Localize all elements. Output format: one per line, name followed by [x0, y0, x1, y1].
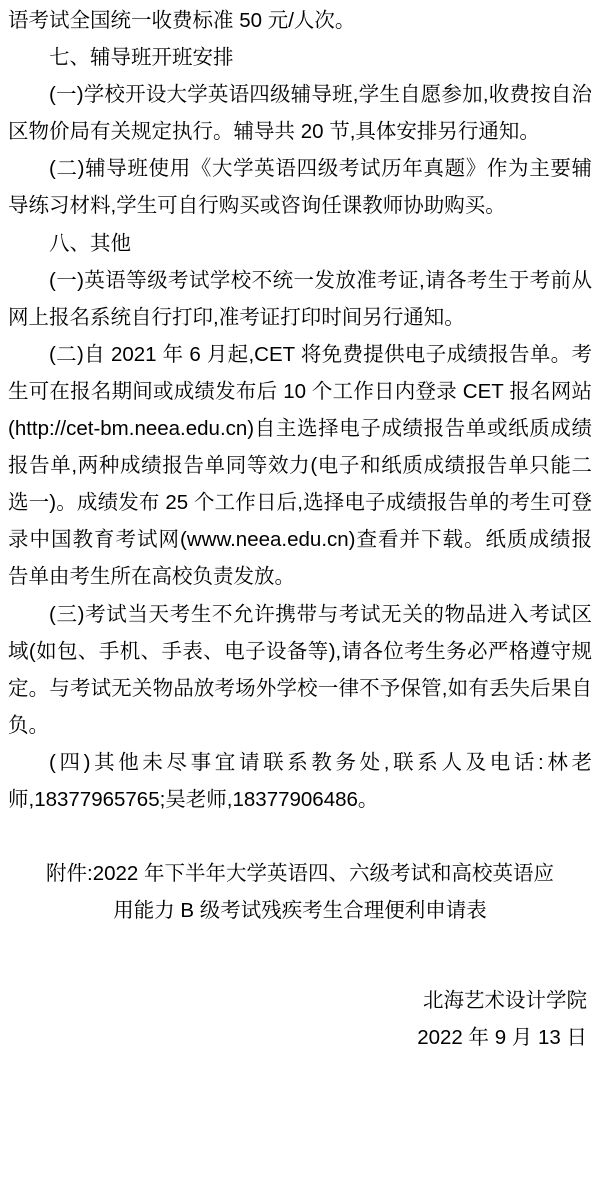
attachment-note-line-1: 附件:2022 年下半年大学英语四、六级考试和高校英语应: [46, 862, 554, 886]
para-section-8-item-1-admission-ticket: (一)英语等级考试学校不统一发放准考证,请各考生于考前从网上报名系统自行打印,准考证打印时间另行通知。: [8, 268, 592, 329]
para-section-7-item-1: (一)学校开设大学英语四级辅导班,学生自愿参加,收费按自治区物价局有关规定执行。辅导共 20 节,具体安排另行通知。: [8, 83, 592, 144]
heading-section-7-tutoring-arrangement: 七、辅导班开班安排: [49, 46, 234, 70]
para-section-8-item-4-contacts: (四)其他未尽事宜请联系教务处,联系人及电话:林老师,18377965765;吴老师,18377906486。: [8, 750, 592, 811]
para-section-8-item-3-prohibited-items: (三)考试当天考生不允许携带与考试无关的物品进入考试区域(如包、手机、手表、电子设备等),请各位考生务必严格遵守规定。与考试无关物品放考场外学校一律不予保管,如有丢失后果自负。: [8, 602, 592, 737]
attachment-note: [8, 855, 592, 929]
para-fee-standard-continuation: 语考试全国统一收费标准 50 元/人次。: [8, 9, 356, 32]
para-section-7-item-2: (二)辅导班使用《大学英语四级考试历年真题》作为主要辅导练习材料,学生可自行购买或咨询任课教师协助购买。: [8, 157, 592, 218]
para-section-8-item-2-score-report: (二)自 2021 年 6 月起,CET 将免费提供电子成绩报告单。考生可在报名期间或成绩发布后 10 个工作日内登录 CET 报名网站(http://cet-bm.neea.edu.cn)自主选择电子成绩报告单或纸质成绩报告单,两种成绩报告单同等效力(电子和纸质成绩报告单只能二选一)。成绩发布 25 个工作日后,选择电子成绩报告单的考生可登录中国教育考试网(www.neea.edu.cn)查看并下载。纸质成绩报告单由考生所在高校负责发放。: [8, 342, 592, 589]
signature-block: [8, 982, 592, 1056]
attachment-note-line-2: 用能力 B 级考试残疾考生合理便利申请表: [113, 899, 487, 923]
signature-date: 2022 年 9 月 13 日: [417, 1025, 587, 1049]
heading-section-8-others: 八、其他: [49, 231, 131, 255]
signature-organization: 北海艺术设计学院: [423, 988, 587, 1012]
